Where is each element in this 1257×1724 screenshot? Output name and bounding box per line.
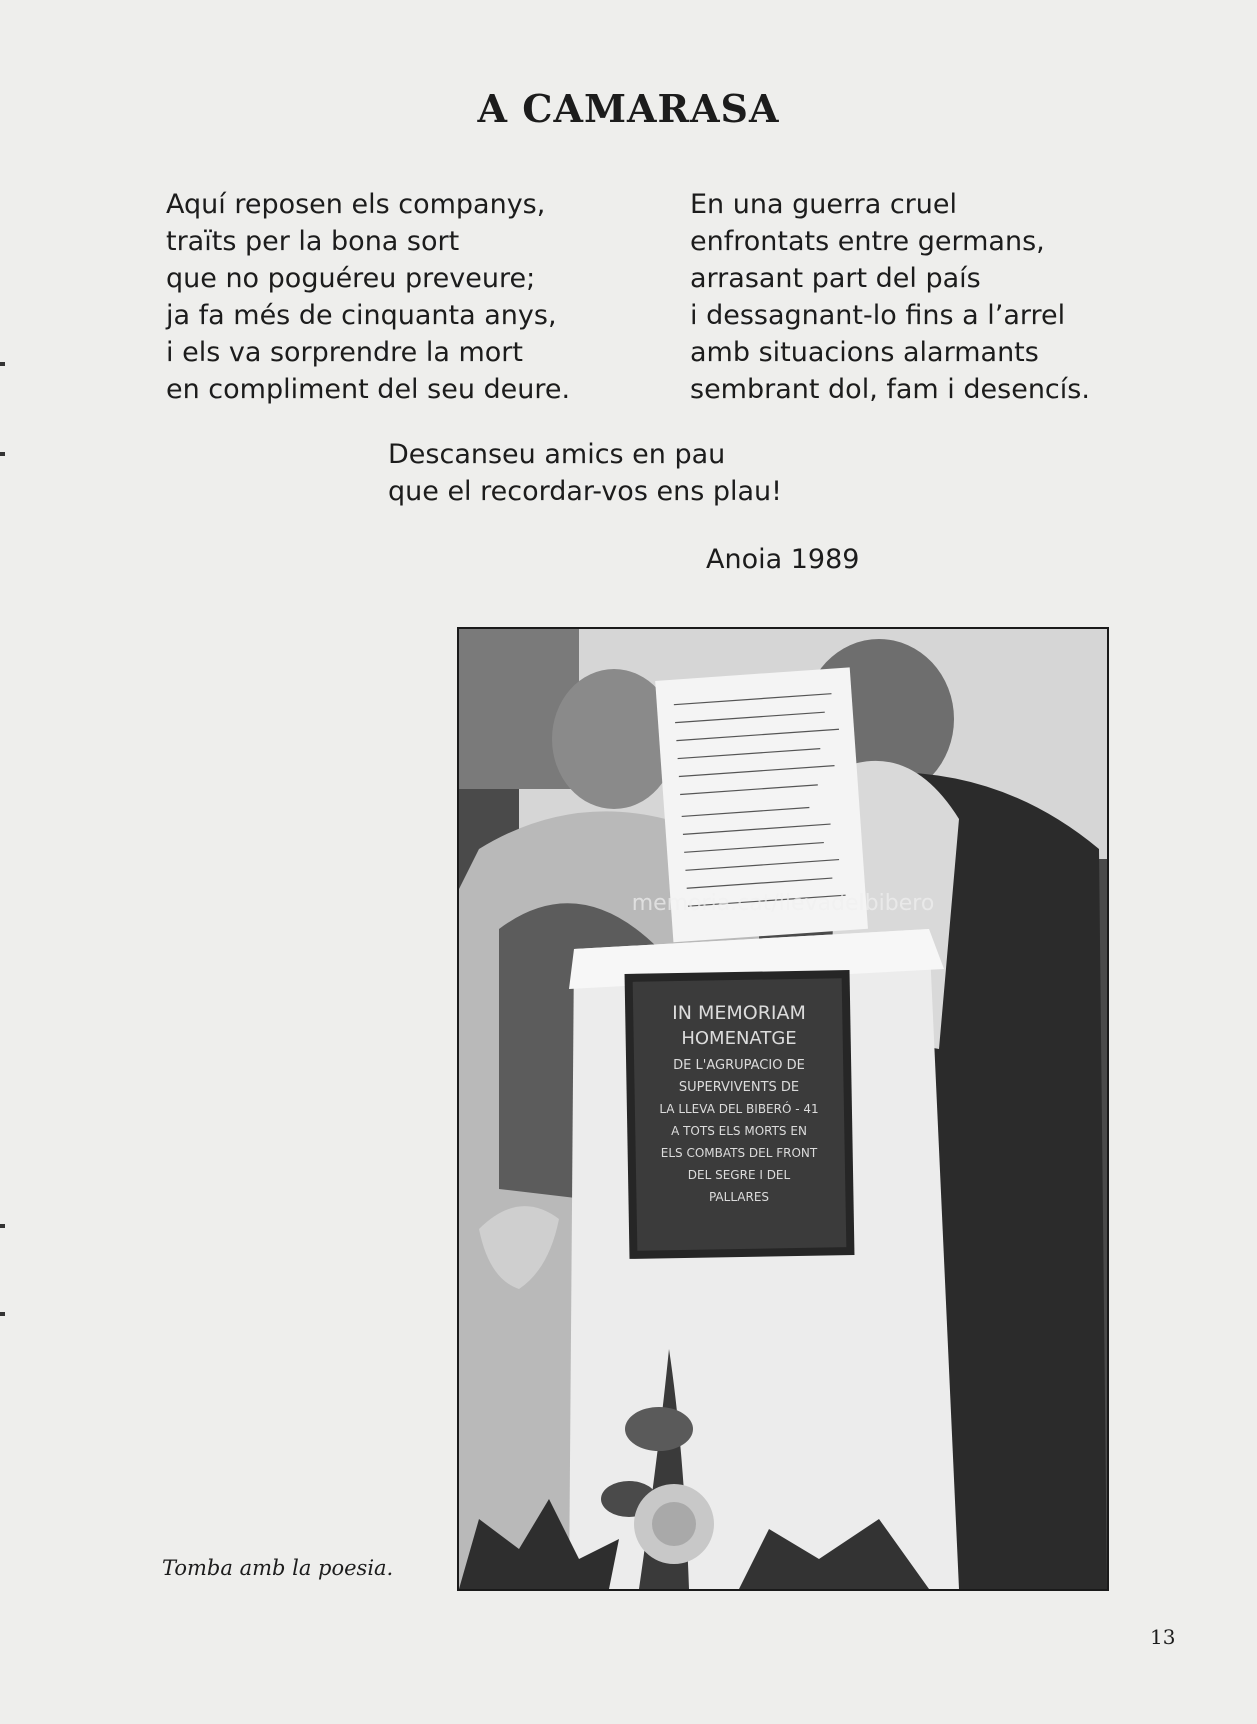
poem-line: sembrant dol, fam i desencís. (690, 374, 1090, 405)
poem-line: enfrontats entre germans, (690, 226, 1045, 257)
plaque-line: DEL SEGRE I DEL (687, 1168, 791, 1182)
poem-line: En una guerra cruel (690, 189, 957, 220)
binding-mark (0, 362, 5, 366)
memorial-photo (457, 627, 1109, 1591)
poem-line: i dessagnant-lo fins a l’arrel (690, 300, 1066, 331)
memorial-photo-illustration (459, 629, 1107, 1589)
plaque-line: A TOTS ELS MORTS EN (671, 1124, 807, 1138)
photo-caption: Tomba amb la poesia. (162, 1556, 394, 1580)
binding-mark (0, 1312, 5, 1316)
poem-line: que el recordar-vos ens plau! (388, 476, 782, 507)
poem-line: i els va sorprendre la mort (166, 337, 523, 368)
poem-stanza-3 (388, 436, 782, 510)
plaque-line: PALLARES (708, 1190, 770, 1204)
watermark-text: memoria.cat/llevadelbibero (631, 891, 935, 916)
poem-line: Aquí reposen els companys, (166, 189, 546, 220)
poem-line: arrasant part del país (690, 263, 981, 294)
poem-line: Descanseu amics en pau (388, 439, 726, 470)
poem-stanza-2 (690, 186, 1090, 408)
plaque-line: DE L'AGRUPACIO DE (673, 1058, 805, 1073)
poem-stanza-1 (166, 186, 570, 408)
poem-line: ja fa més de cinquanta anys, (166, 300, 557, 331)
poem-line: traïts per la bona sort (166, 226, 460, 257)
binding-mark (0, 452, 5, 456)
page-title: A CAMARASA (477, 86, 780, 131)
binding-mark (0, 1224, 5, 1228)
plaque-line: HOMENATGE (681, 1028, 797, 1049)
plaque-line: SUPERVIVENTS DE (678, 1080, 800, 1095)
page-number: 13 (1150, 1625, 1176, 1649)
poem-signature: Anoia 1989 (706, 544, 860, 575)
plaque-line: IN MEMORIAM (672, 1002, 806, 1024)
poem-line: que no poguéreu preveure; (166, 263, 536, 294)
poem-line: en compliment del seu deure. (166, 374, 571, 405)
poem-line: amb situacions alarmants (690, 337, 1039, 368)
plaque-line: LA LLEVA DEL BIBERÓ - 41 (659, 1102, 819, 1116)
plaque-line: ELS COMBATS DEL FRONT (660, 1146, 818, 1160)
